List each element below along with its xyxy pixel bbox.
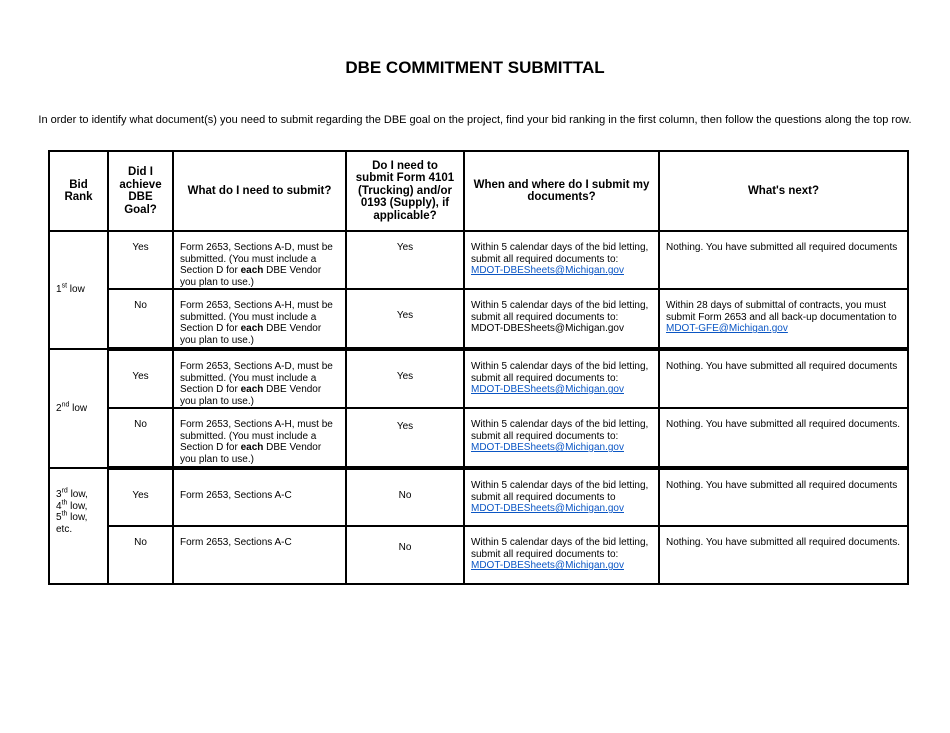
intro-text: In order to identify what document(s) you need to submit regarding the DBE goal on the project, find your bid ranking in the first column, then follow the questions along the top row. xyxy=(38,114,912,126)
header-what-submit: What do I need to submit? xyxy=(173,151,346,231)
header-achieve-goal: Did I achieve DBE Goal? xyxy=(108,151,173,231)
email-link-dbe[interactable]: MDOT-DBESheets@Michigan.gov xyxy=(471,442,624,453)
next-steps: Within 28 days of submittal of contracts, you must submit Form 2653 and all back-up documentation to MDOT-GFE@Michigan.gov xyxy=(659,289,908,349)
submission-instructions: Within 5 calendar days of the bid letting, submit all required documents to: MDOT-DBESheets@Michigan.gov xyxy=(464,231,659,289)
form-requirement: Yes xyxy=(346,349,464,408)
table-row xyxy=(49,289,908,349)
dbe-commitment-table xyxy=(48,150,909,585)
rank-1st-low: 1st low xyxy=(49,231,108,349)
table-row xyxy=(49,468,908,526)
header-when-where: When and where do I submit my documents? xyxy=(464,151,659,231)
next-steps: Nothing. You have submitted all required documents xyxy=(659,231,908,289)
achieve-yes: Yes xyxy=(108,349,173,408)
achieve-no: No xyxy=(108,408,173,468)
submit-requirement: Form 2653, Sections A-H, must be submitted. (You must include a Section D for each DBE Vendor you plan to use.) xyxy=(173,408,346,468)
next-steps: Nothing. You have submitted all required documents. xyxy=(659,526,908,584)
submit-requirement: Form 2653, Sections A-D, must be submitted. (You must include a Section D for each DBE Vendor you plan to use.) xyxy=(173,349,346,408)
header-form-4101: Do I need to submit Form 4101 (Trucking) and/or 0193 (Supply), if applicable? xyxy=(346,151,464,231)
email-link-dbe[interactable]: MDOT-DBESheets@Michigan.gov xyxy=(471,503,624,514)
form-requirement: Yes xyxy=(346,231,464,289)
submit-requirement: Form 2653, Sections A-D, must be submitted. (You must include a Section D for each DBE Vendor you plan to use.) xyxy=(173,231,346,289)
email-link-dbe[interactable]: MDOT-DBESheets@Michigan.gov xyxy=(471,384,624,395)
header-row xyxy=(49,151,908,231)
submit-requirement: Form 2653, Sections A-C xyxy=(173,526,346,584)
next-steps: Nothing. You have submitted all required documents xyxy=(659,349,908,408)
table-row xyxy=(49,231,908,289)
header-whats-next: What's next? xyxy=(659,151,908,231)
email-link-gfe[interactable]: MDOT-GFE@Michigan.gov xyxy=(666,323,788,334)
submission-instructions: Within 5 calendar days of the bid letting, submit all required documents to: MDOT-DBESheets@Michigan.gov xyxy=(464,526,659,584)
page-title: DBE COMMITMENT SUBMITTAL xyxy=(345,58,605,77)
submission-instructions: Within 5 calendar days of the bid letting, submit all required documents to: MDOT-DBESheets@Michigan.gov xyxy=(464,349,659,408)
table-row xyxy=(49,349,908,408)
next-steps: Nothing. You have submitted all required documents. xyxy=(659,408,908,468)
table-row xyxy=(49,526,908,584)
achieve-no: No xyxy=(108,289,173,349)
submit-requirement: Form 2653, Sections A-C xyxy=(173,468,346,526)
rank-3rd-low-etc: 3rd low, 4th low, 5th low, etc. xyxy=(49,468,108,584)
email-text-dbe: MDOT-DBESheets@Michigan.gov xyxy=(471,323,624,334)
table-row xyxy=(49,408,908,468)
email-link-dbe[interactable]: MDOT-DBESheets@Michigan.gov xyxy=(471,560,624,571)
submission-instructions: Within 5 calendar days of the bid letting, submit all required documents to: MDOT-DBESheets@Michigan.gov xyxy=(464,289,659,349)
form-requirement: Yes xyxy=(346,289,464,349)
form-requirement: No xyxy=(346,526,464,584)
submission-instructions: Within 5 calendar days of the bid letting, submit all required documents to: MDOT-DBESheets@Michigan.gov xyxy=(464,408,659,468)
form-requirement: Yes xyxy=(346,408,464,468)
email-link-dbe[interactable]: MDOT-DBESheets@Michigan.gov xyxy=(471,265,624,276)
header-bid-rank: Bid Rank xyxy=(49,151,108,231)
achieve-yes: Yes xyxy=(108,231,173,289)
rank-2nd-low: 2nd low xyxy=(49,349,108,468)
achieve-no: No xyxy=(108,526,173,584)
form-requirement: No xyxy=(346,468,464,526)
achieve-yes: Yes xyxy=(108,468,173,526)
submit-requirement: Form 2653, Sections A-H, must be submitted. (You must include a Section D for each DBE Vendor you plan to use.) xyxy=(173,289,346,349)
next-steps: Nothing. You have submitted all required documents xyxy=(659,468,908,526)
submission-instructions: Within 5 calendar days of the bid letting, submit all required documents to MDOT-DBESheets@Michigan.gov xyxy=(464,468,659,526)
